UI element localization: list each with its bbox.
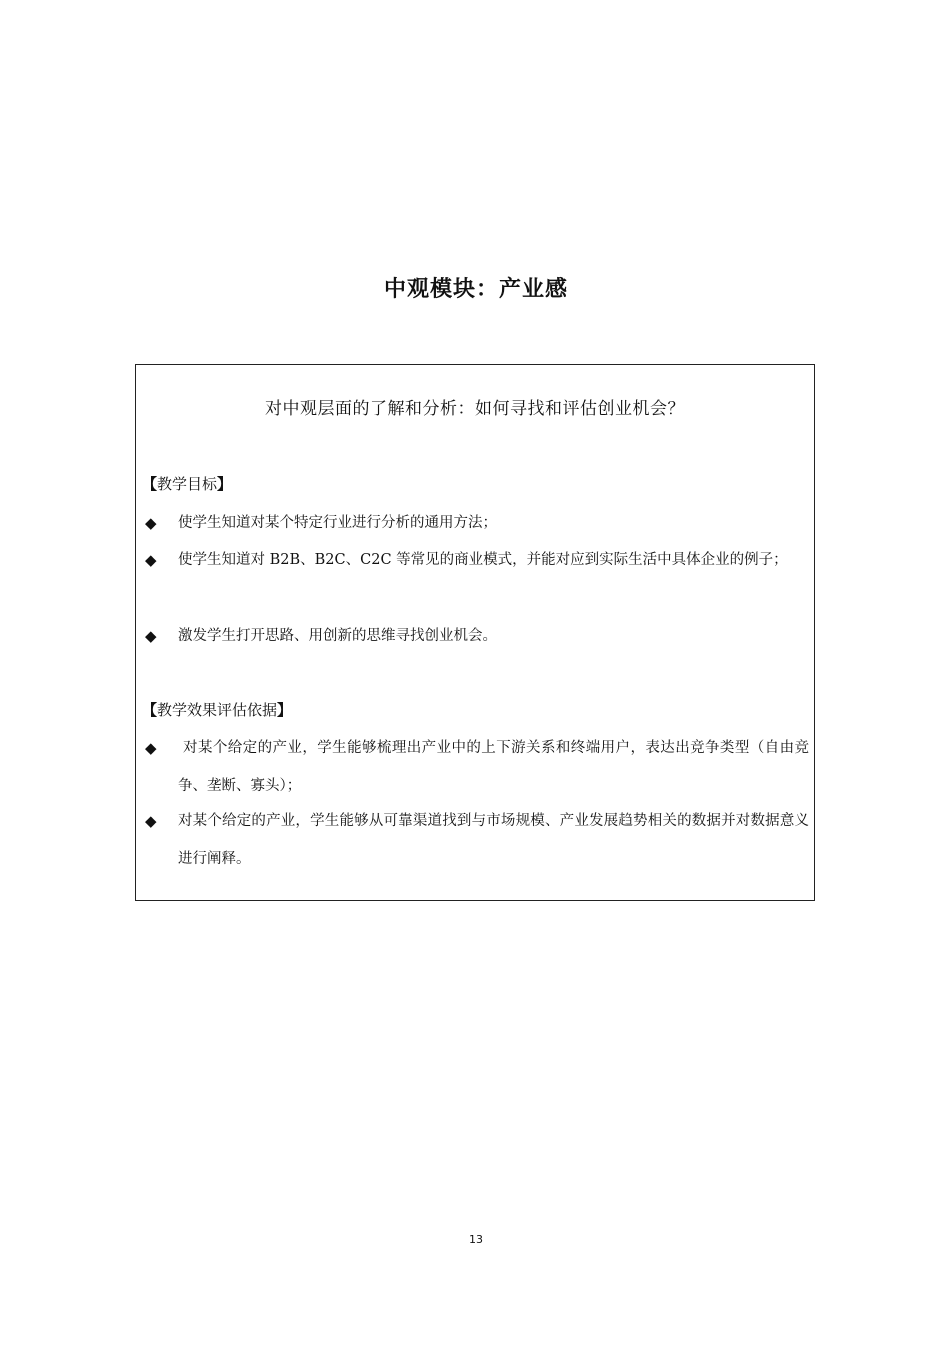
page-title: 中观模块：产业感 — [383, 277, 568, 302]
list-item — [145, 729, 809, 805]
box-heading: 对中观层面的了解和分析：如何寻找和评估创业机会？ — [265, 399, 685, 419]
bracket-open: 【 — [142, 475, 158, 493]
list-item-text: 使学生知道对某个特定行业进行分析的通用方法； — [178, 515, 497, 531]
list-item — [145, 617, 809, 655]
list-item-text: 使学生知道对 B2B、B2C、C2C 等常见的商业模式，并能对应到实际生活中具体企业的例子； — [178, 552, 788, 568]
list-item — [145, 541, 809, 579]
diamond-icon: ◆ — [145, 551, 157, 569]
bracket-close: 】 — [217, 475, 233, 493]
diamond-icon: ◆ — [145, 812, 157, 830]
teaching-goals-title — [142, 472, 232, 496]
list-item — [145, 504, 809, 542]
list-item-text: 激发学生打开思路、用创新的思维寻找创业机会。 — [178, 628, 497, 644]
list-item — [145, 802, 809, 878]
diamond-icon: ◆ — [145, 514, 157, 532]
list-item-text: 对某个给定的产业，学生能够梳理出产业中的上下游关系和终端用户，表达出竞争类型（自由竞争、垄断、寡头）； — [178, 740, 810, 794]
teaching-goals-label: 教学目标 — [157, 475, 218, 493]
evaluation-title — [142, 698, 292, 722]
evaluation-label: 教学效果评估依据 — [157, 701, 278, 719]
diamond-icon: ◆ — [145, 739, 157, 757]
bracket-open: 【 — [142, 701, 158, 719]
list-item-text: 对某个给定的产业，学生能够从可靠渠道找到与市场规模、产业发展趋势相关的数据并对数据意义进行阐释。 — [178, 813, 809, 867]
bracket-close: 】 — [277, 701, 293, 719]
page-number: 13 — [469, 1233, 483, 1246]
diamond-icon: ◆ — [145, 627, 157, 645]
objectives-box — [135, 364, 815, 901]
